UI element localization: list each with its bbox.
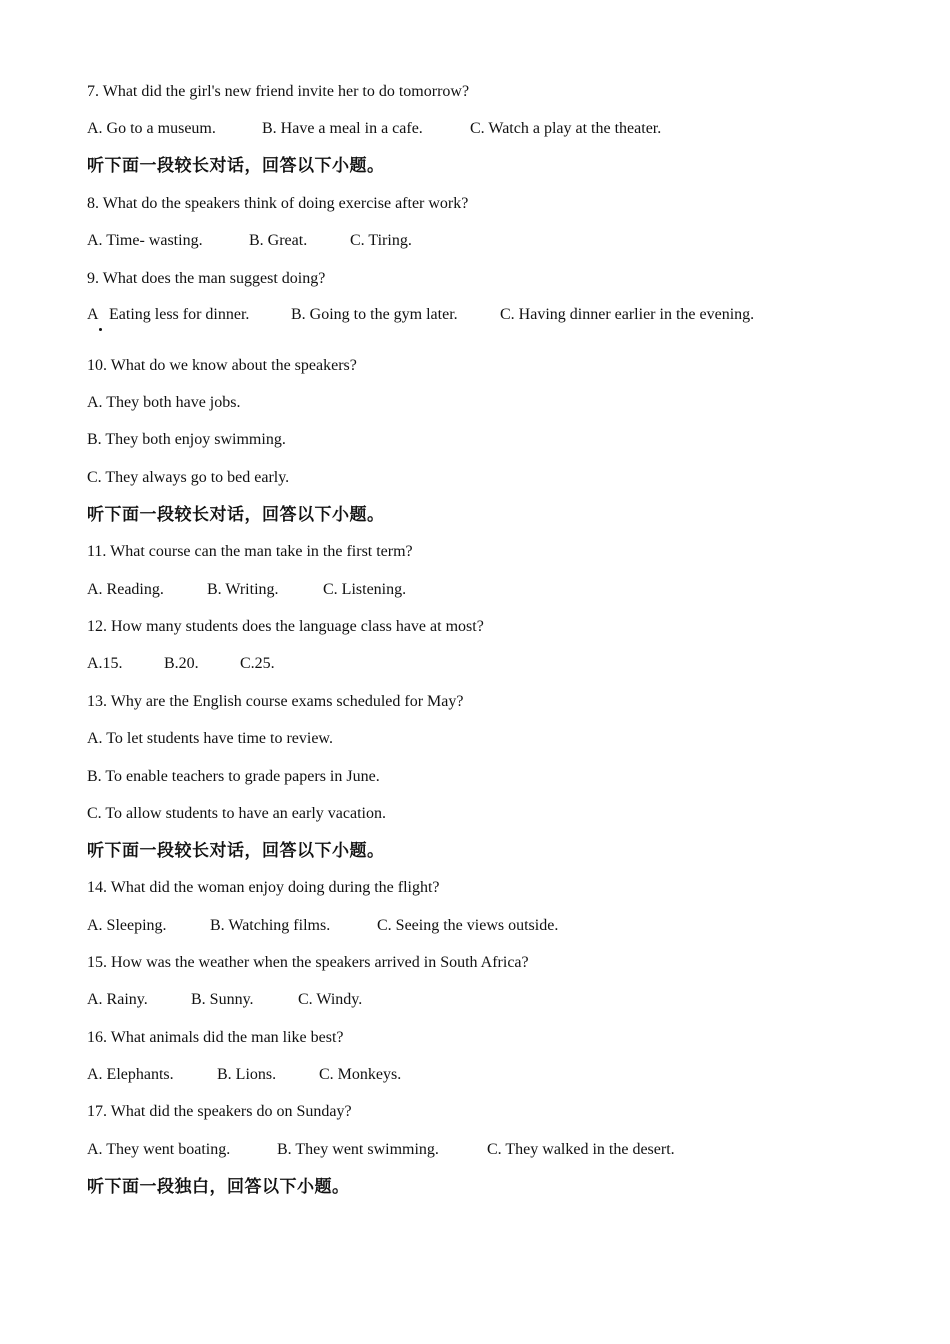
question-8: 8. What do the speakers think of doing exercise after work? xyxy=(87,195,469,212)
option-b: B. Great. xyxy=(249,232,308,249)
question-15: 15. How was the weather when the speakers arrived in South Africa? xyxy=(87,954,529,971)
option-b: B. Sunny. xyxy=(191,991,254,1008)
option-b: B. Writing. xyxy=(207,581,279,598)
question-12: 12. How many students does the language class have at most? xyxy=(87,618,484,635)
option-c: C. They always go to bed early. xyxy=(87,469,290,486)
option-c: C. Windy. xyxy=(298,991,363,1008)
option-b: B. Going to the gym later. xyxy=(291,306,458,323)
option-a: A. Rainy. xyxy=(87,991,148,1008)
option-c: C. Listening. xyxy=(323,581,407,598)
question-11: 11. What course can the man take in the first term? xyxy=(87,543,413,560)
section-heading: 听下面一段较长对话，回答以下小题。 xyxy=(87,505,385,525)
option-a: Eating less for dinner. xyxy=(109,306,250,323)
option-c: C. To allow students to have an early vacation. xyxy=(87,805,386,822)
question-14: 14. What did the woman enjoy doing during the flight? xyxy=(87,879,440,896)
option-c: C. Tiring. xyxy=(350,232,412,249)
option-b: B. Have a meal in a cafe. xyxy=(262,120,423,137)
option-c: C. Watch a play at the theater. xyxy=(470,120,662,137)
options-16 xyxy=(87,1065,887,1085)
question-10: 10. What do we know about the speakers? xyxy=(87,357,357,374)
options-9 xyxy=(87,305,887,325)
option-b: B. Watching films. xyxy=(210,917,331,934)
option-a: A. Sleeping. xyxy=(87,917,167,934)
option-b: B. To enable teachers to grade papers in June. xyxy=(87,768,380,785)
section-heading: 听下面一段较长对话，回答以下小题。 xyxy=(87,156,385,176)
option-b: B. They both enjoy swimming. xyxy=(87,431,286,448)
option-a: A.15. xyxy=(87,655,123,672)
option-b: B. They went swimming. xyxy=(277,1141,439,1158)
option-a: A. Elephants. xyxy=(87,1066,174,1083)
question-16: 16. What animals did the man like best? xyxy=(87,1029,344,1046)
option-c: C. Seeing the views outside. xyxy=(377,917,559,934)
options-8 xyxy=(87,231,887,251)
options-14 xyxy=(87,916,887,936)
options-12 xyxy=(87,654,887,674)
question-9: 9. What does the man suggest doing? xyxy=(87,270,326,287)
option-b: B. Lions. xyxy=(217,1066,277,1083)
question-7: 7. What did the girl's new friend invite her to do tomorrow? xyxy=(87,83,470,100)
option-a: A. Time- wasting. xyxy=(87,232,203,249)
option-a: A. Reading. xyxy=(87,581,164,598)
option-b: B.20. xyxy=(164,655,199,672)
option-a: A. To let students have time to review. xyxy=(87,730,333,747)
options-7 xyxy=(87,119,887,139)
period-mark xyxy=(99,328,102,331)
option-a: A. Go to a museum. xyxy=(87,120,216,137)
options-11 xyxy=(87,580,887,600)
option-a: A. They went boating. xyxy=(87,1141,231,1158)
option-c: C. Monkeys. xyxy=(319,1066,402,1083)
options-17 xyxy=(87,1140,887,1160)
section-heading: 听下面一段独白，回答以下小题。 xyxy=(87,1177,350,1197)
option-c: C. Having dinner earlier in the evening. xyxy=(500,306,755,323)
option-c: C. They walked in the desert. xyxy=(487,1141,675,1158)
section-heading: 听下面一段较长对话，回答以下小题。 xyxy=(87,841,385,861)
question-13: 13. Why are the English course exams scheduled for May? xyxy=(87,693,464,710)
option-c: C.25. xyxy=(240,655,275,672)
question-17: 17. What did the speakers do on Sunday? xyxy=(87,1103,352,1120)
option-a: A. They both have jobs. xyxy=(87,394,241,411)
option-a-letter: A xyxy=(87,306,99,323)
options-15 xyxy=(87,990,887,1010)
